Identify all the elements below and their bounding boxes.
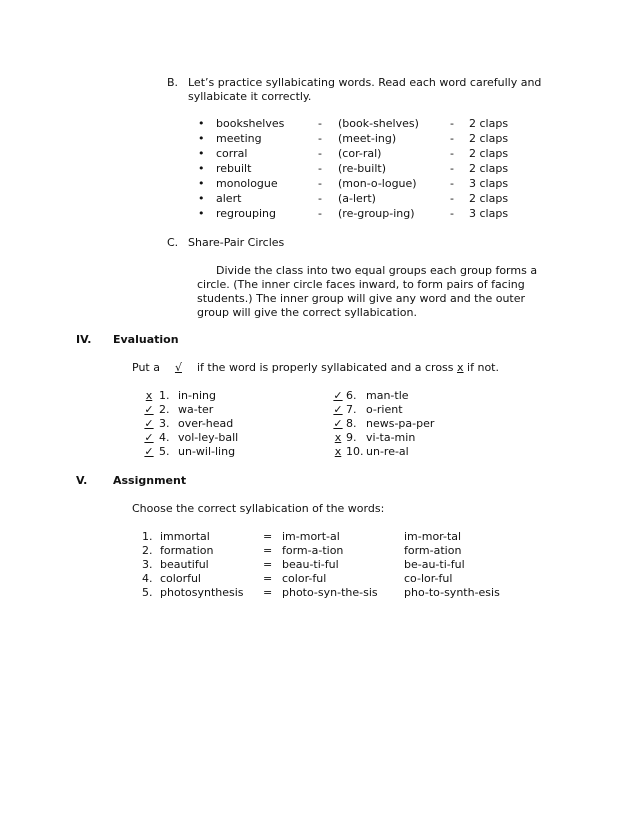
list-claps: 2 claps xyxy=(469,192,509,205)
answer-mark: ✓ xyxy=(333,403,343,416)
dash: - xyxy=(318,162,322,175)
item-word: over-head xyxy=(178,417,234,430)
bullet: • xyxy=(198,132,205,145)
row-number: 2. xyxy=(142,544,153,557)
section-c-line: circle. (The inner circle faces inward, to form pairs of facing xyxy=(197,278,525,291)
item-word: wa-ter xyxy=(178,403,214,416)
list-syllables: (re-built) xyxy=(338,162,386,175)
answer-mark: ✓ xyxy=(144,445,154,458)
section-c-line: students.) The inner group will give any word and the outer xyxy=(197,292,526,305)
answer-mark: x xyxy=(334,431,342,444)
list-syllables: (a-lert) xyxy=(338,192,376,205)
item-word: vi-ta-min xyxy=(366,431,416,444)
list-word: regrouping xyxy=(216,207,277,220)
dash: - xyxy=(318,207,322,220)
item-number: 7. xyxy=(346,403,357,416)
list-syllables: (re-group-ing) xyxy=(338,207,415,220)
item-word: in-ning xyxy=(178,389,216,402)
item-word: o-rient xyxy=(366,403,403,416)
row-word: photosynthesis xyxy=(160,586,244,599)
list-syllables: (cor-ral) xyxy=(338,147,382,160)
equals-sign: = xyxy=(263,530,273,543)
list-word: monologue xyxy=(216,177,278,190)
row-word: formation xyxy=(160,544,214,557)
equals-sign: = xyxy=(263,572,273,585)
row-number: 1. xyxy=(142,530,153,543)
row-word: colorful xyxy=(160,572,201,585)
answer-mark: x xyxy=(145,389,153,402)
section-c-label: C. xyxy=(167,236,179,249)
equals-sign: = xyxy=(263,586,273,599)
list-claps: 2 claps xyxy=(469,117,509,130)
dash: - xyxy=(450,147,454,160)
evaluation-instruction xyxy=(132,361,499,374)
cross-symbol: x xyxy=(457,361,464,374)
item-word: vol-ley-ball xyxy=(178,431,239,444)
answer-mark: ✓ xyxy=(333,389,343,402)
section-b-line2: syllabicate it correctly. xyxy=(188,90,312,103)
bullet: • xyxy=(198,162,205,175)
dash: - xyxy=(450,177,454,190)
list-word: meeting xyxy=(216,132,262,145)
bullet: • xyxy=(198,207,205,220)
dash: - xyxy=(450,117,454,130)
answer-mark: ✓ xyxy=(144,403,154,416)
row-number: 5. xyxy=(142,586,153,599)
item-number: 9. xyxy=(346,431,357,444)
list-word: rebuilt xyxy=(216,162,252,175)
section-c-line: Divide the class into two equal groups each group forms a xyxy=(216,264,538,277)
option-b: pho-to-synth-esis xyxy=(404,586,500,599)
dash: - xyxy=(318,147,322,160)
section-b-line1: Let’s practice syllabicating words. Read each word carefully and xyxy=(188,76,542,89)
section-v-number: V. xyxy=(76,474,88,487)
item-number: 8. xyxy=(346,417,357,430)
option-a: im-mort-al xyxy=(282,530,340,543)
dash: - xyxy=(450,162,454,175)
list-word: bookshelves xyxy=(216,117,285,130)
row-word: immortal xyxy=(160,530,210,543)
item-word: man-tle xyxy=(366,389,409,402)
option-a: photo-syn-the-sis xyxy=(282,586,378,599)
item-number: 2. xyxy=(159,403,170,416)
dash: - xyxy=(450,132,454,145)
option-b: im-mor-tal xyxy=(404,530,462,543)
item-number: 1. xyxy=(159,389,170,402)
item-number: 3. xyxy=(159,417,170,430)
row-word: beautiful xyxy=(160,558,209,571)
item-number: 5. xyxy=(159,445,170,458)
equals-sign: = xyxy=(263,544,273,557)
answer-mark: ✓ xyxy=(144,417,154,430)
answer-mark: ✓ xyxy=(144,431,154,444)
dash: - xyxy=(450,192,454,205)
list-claps: 3 claps xyxy=(469,177,509,190)
instr-text: if not. xyxy=(467,361,499,374)
equals-sign: = xyxy=(263,558,273,571)
bullet: • xyxy=(198,192,205,205)
section-c-title: Share-Pair Circles xyxy=(188,236,285,249)
list-claps: 3 claps xyxy=(469,207,509,220)
bullet: • xyxy=(198,177,205,190)
instr-text: if the word is properly syllabicated and a cross xyxy=(196,361,454,374)
item-number: 4. xyxy=(159,431,170,444)
item-word: un-wil-ling xyxy=(178,445,236,458)
list-claps: 2 claps xyxy=(469,132,509,145)
item-word: un-re-al xyxy=(366,445,409,458)
item-number: 10. xyxy=(346,445,364,458)
dash: - xyxy=(450,207,454,220)
section-iv-number: IV. xyxy=(76,333,92,346)
list-syllables: (mon-o-logue) xyxy=(338,177,417,190)
dash: - xyxy=(318,132,322,145)
section-c-line: group will give the correct syllabication. xyxy=(197,306,417,319)
list-syllables: (book-shelves) xyxy=(338,117,419,130)
dash: - xyxy=(318,192,322,205)
item-word: news-pa-per xyxy=(366,417,435,430)
option-b: form-ation xyxy=(404,544,462,557)
option-a: beau-ti-ful xyxy=(282,558,339,571)
option-a: color-ful xyxy=(282,572,327,585)
item-number: 6. xyxy=(346,389,357,402)
row-number: 4. xyxy=(142,572,153,585)
list-syllables: (meet-ing) xyxy=(338,132,397,145)
assignment-instruction: Choose the correct syllabication of the words: xyxy=(132,502,385,515)
bullet: • xyxy=(198,147,205,160)
answer-mark: ✓ xyxy=(333,417,343,430)
section-iv-title: Evaluation xyxy=(113,333,179,346)
dash: - xyxy=(318,177,322,190)
list-claps: 2 claps xyxy=(469,162,509,175)
instr-text: Put a xyxy=(132,361,160,374)
option-b: co-lor-ful xyxy=(404,572,453,585)
list-claps: 2 claps xyxy=(469,147,509,160)
dash: - xyxy=(318,117,322,130)
section-b-label: B. xyxy=(167,76,179,89)
bullet: • xyxy=(198,117,205,130)
check-symbol: √ xyxy=(174,361,182,374)
list-word: corral xyxy=(216,147,248,160)
option-b: be-au-ti-ful xyxy=(404,558,465,571)
section-v-title: Assignment xyxy=(113,474,187,487)
row-number: 3. xyxy=(142,558,153,571)
answer-mark: x xyxy=(334,445,342,458)
option-a: form-a-tion xyxy=(282,544,344,557)
list-word: alert xyxy=(216,192,242,205)
